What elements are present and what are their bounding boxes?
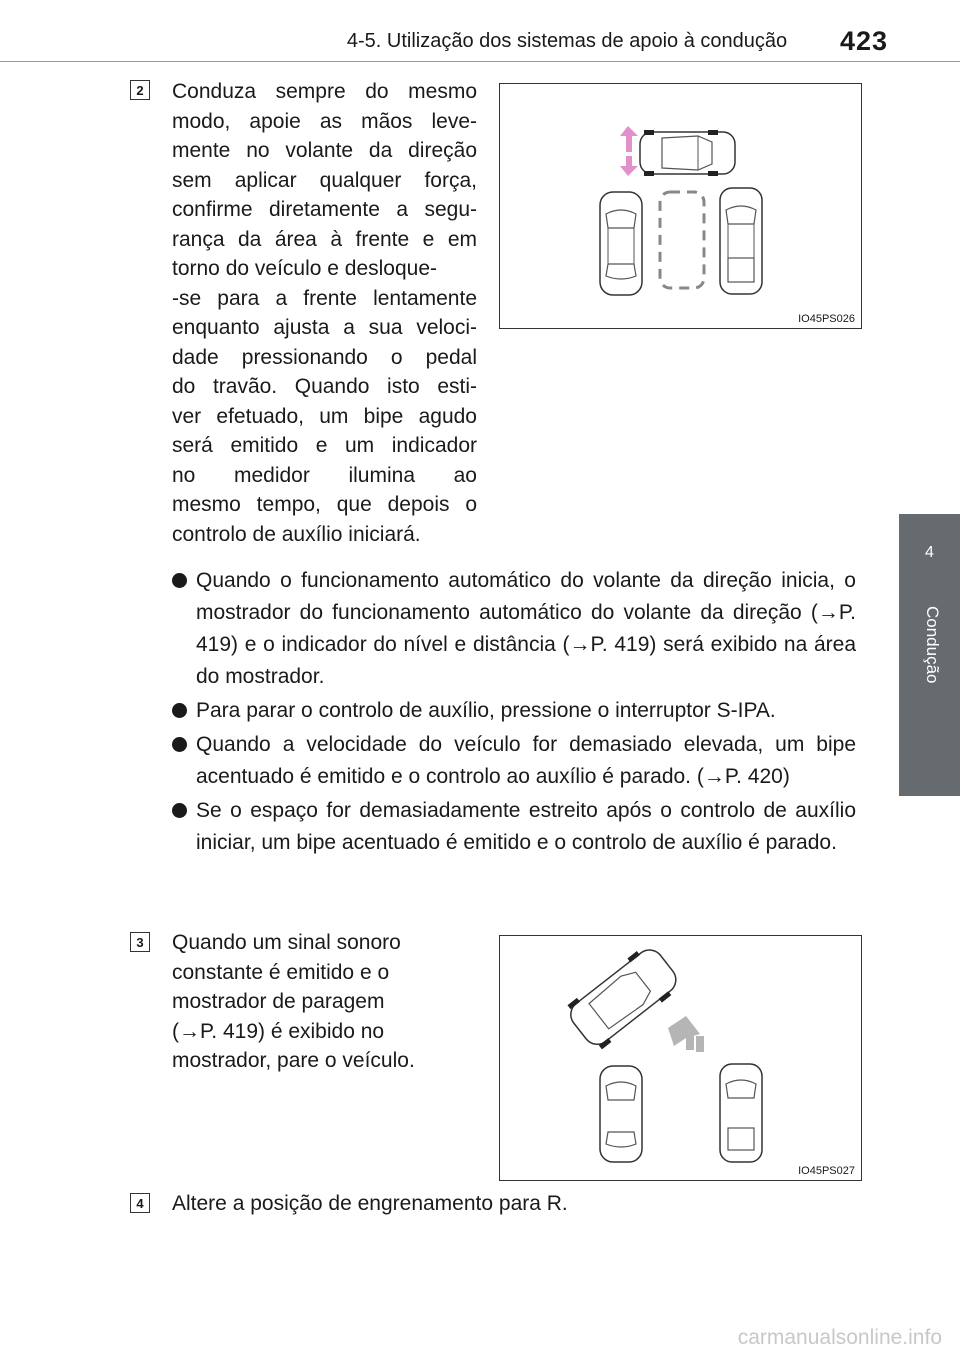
step-3-line: mostrador de paragem <box>172 990 385 1013</box>
step-2-line: no medidor ilumina ao <box>172 463 477 487</box>
bullet-dot-icon <box>172 803 187 818</box>
bullet-list <box>172 565 856 861</box>
header-rule <box>0 61 960 62</box>
parked-car-left <box>600 1066 642 1162</box>
step-2-line: sem aplicar qualquer força, <box>172 168 477 192</box>
bullet-item <box>172 729 856 793</box>
step-3-line: (→P. 419) é exibido no <box>172 1019 385 1043</box>
step-2-line: modo, apoie as mãos leve- <box>172 109 477 133</box>
step-2-line: rança da área à frente e em <box>172 227 477 251</box>
bullet-text: Quando o funcionamento automático do volante da direção inicia, o mostrador do funcionamento automático do volante da direção (→P. 419) e o indicador do nível e distância (→P. 419) será exibido na área do mostrador. <box>196 569 856 688</box>
step-4-text: Altere a posição de engrenamento para R. <box>172 1192 568 1215</box>
step-2-line: Conduza sempre do mesmo <box>172 80 477 103</box>
watermark: carmanualsonline.info <box>737 1326 942 1349</box>
moving-car <box>640 130 735 176</box>
step-3-line: constante é emitido e o <box>172 960 390 984</box>
figure-parking-approach <box>499 83 862 329</box>
step-2-line: -se para a frente lentamente <box>172 286 477 310</box>
step-2-line: torno do veículo e desloque- <box>172 257 438 280</box>
chapter-label: Condução <box>923 606 942 684</box>
figure-code: IO45PS027 <box>798 1165 855 1177</box>
bullet-text: Quando a velocidade do veículo for demasiado elevada, um bipe acentuado é emitido e o controlo ao auxílio é parado. (→P. 420) <box>196 733 856 788</box>
chapter-number: 4 <box>925 544 934 561</box>
bullet-item <box>172 795 856 859</box>
bullet-item <box>172 565 856 693</box>
step-2-line: enquanto ajusta a sua veloci- <box>172 316 477 339</box>
bullet-dot-icon <box>172 573 187 588</box>
step-2-line: ver efetuado, um bipe agudo <box>172 404 477 428</box>
step-2-line: confirme diretamente a segu- <box>172 198 477 221</box>
step-3-text <box>172 928 472 1076</box>
step-3-marker: 3 <box>130 932 150 952</box>
page-number: 423 <box>840 26 889 56</box>
step-2-line: dade pressionando o pedal <box>172 345 477 369</box>
chapter-label-wrap <box>920 606 944 706</box>
bullet-item <box>172 695 856 727</box>
target-parking-slot <box>660 192 704 288</box>
bullet-dot-icon <box>172 703 187 718</box>
step-2-line: do travão. Quando isto esti- <box>172 375 477 398</box>
section-title: 4-5. Utilização dos sistemas de apoio à condução <box>346 30 788 52</box>
parked-car-left <box>600 192 642 295</box>
bullet-text: Se o espaço for demasiadamente estreito após o controlo de auxílio iniciar, um bipe acentuado é emitido e o controlo de auxílio é parado. <box>196 799 856 854</box>
step-2-marker: 2 <box>130 80 150 100</box>
arrow-icon <box>620 156 638 176</box>
angled-car <box>563 941 684 1053</box>
parking-approach-illustration <box>500 84 860 327</box>
arrow-icon <box>620 126 638 152</box>
step-2-text <box>172 77 477 549</box>
step-2-line: será emitido e um indicador <box>172 434 477 457</box>
parking-stop-illustration <box>500 936 860 1179</box>
step-2-line: mente no volante da direção <box>172 139 477 162</box>
step-4-marker: 4 <box>130 1193 150 1213</box>
parked-car-right <box>720 1064 762 1162</box>
step-3-line: Quando um sinal sonoro <box>172 931 401 954</box>
step-2-line: mesmo tempo, que depois o <box>172 493 477 516</box>
direction-arrow-icon <box>668 1016 704 1052</box>
bullet-dot-icon <box>172 737 187 752</box>
step-3-line: mostrador, pare o veículo. <box>172 1049 415 1072</box>
bullet-text: Para parar o controlo de auxílio, pressione o interruptor S-IPA. <box>196 699 776 722</box>
step-2-line: controlo de auxílio iniciará. <box>172 522 421 546</box>
figure-parking-stop <box>499 935 862 1181</box>
parked-car-right <box>720 188 762 294</box>
figure-code: IO45PS026 <box>798 313 855 325</box>
